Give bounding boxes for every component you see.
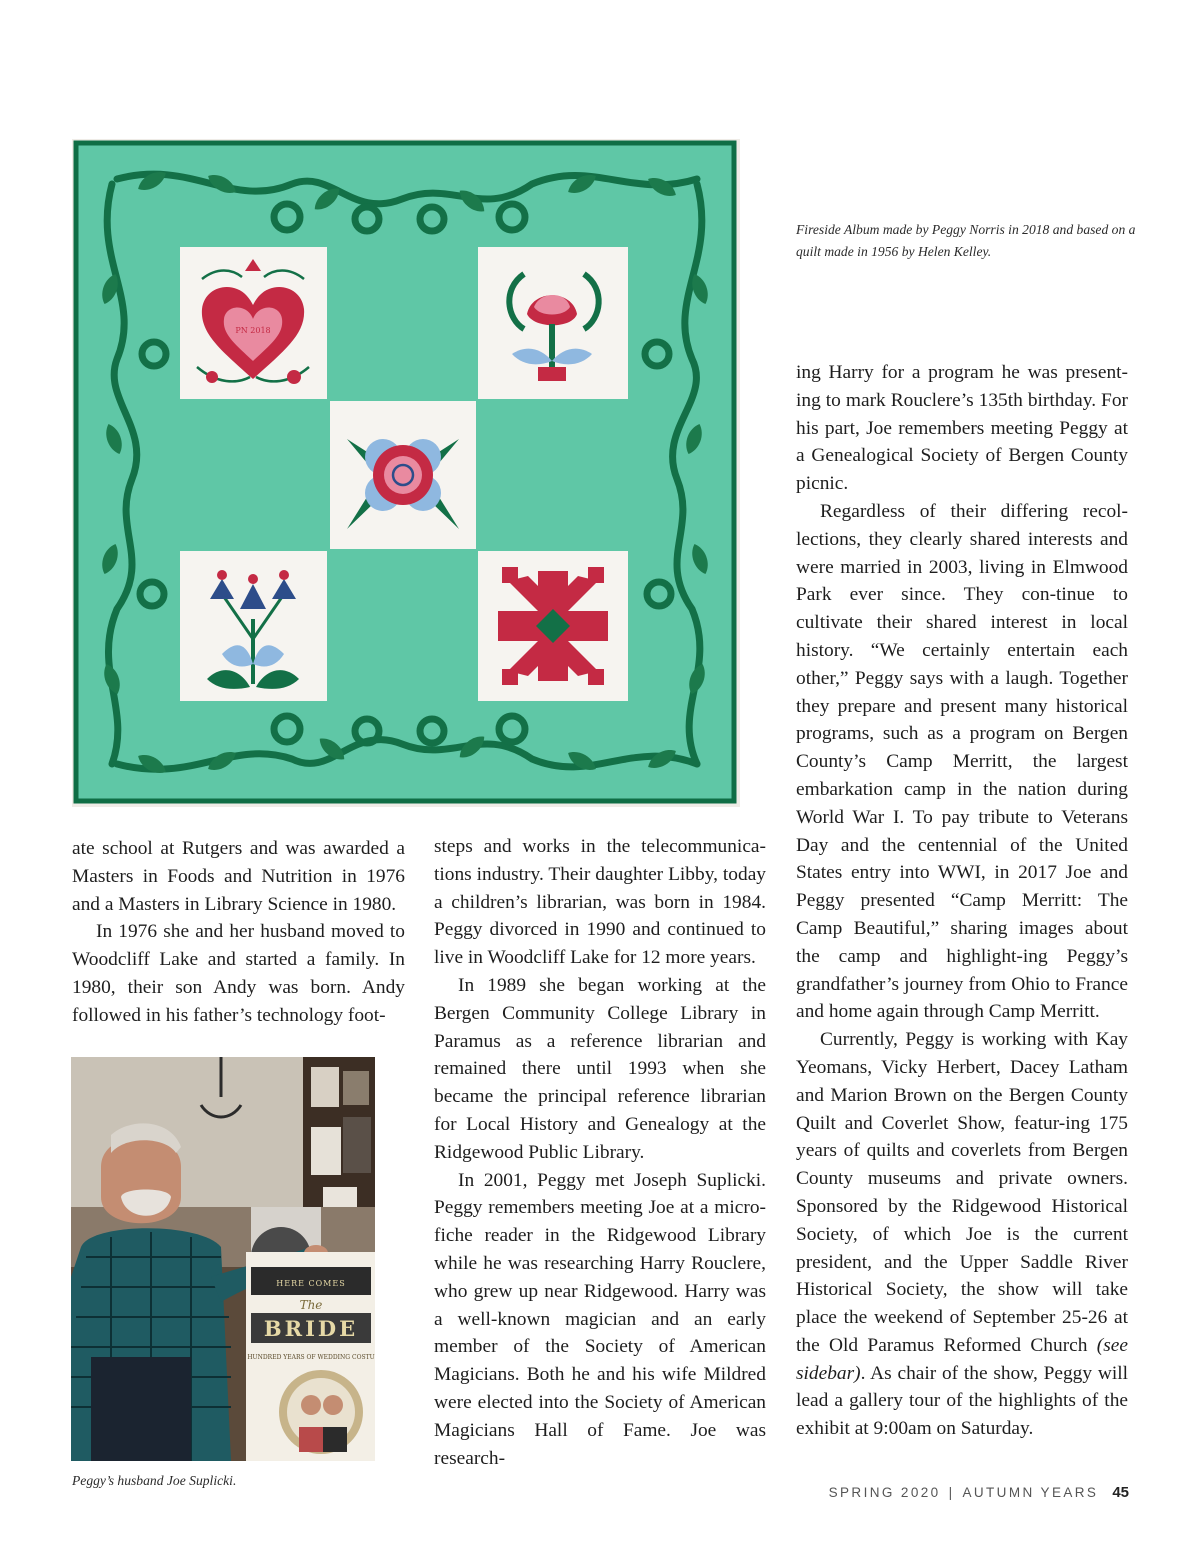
photo-caption: Peggy’s husband Joe Suplicki. bbox=[72, 1473, 237, 1488]
issue-season: SPRING 2020 bbox=[828, 1485, 941, 1500]
book-subtitle-text: HUNDRED YEARS OF WEDDING COSTU bbox=[247, 1354, 375, 1361]
book-title-word: The bbox=[299, 1298, 323, 1312]
footer-separator: | bbox=[948, 1485, 955, 1500]
quilt-photo bbox=[72, 139, 740, 807]
article-column-middle bbox=[434, 833, 766, 1472]
book-title-text: BRIDE bbox=[263, 1316, 359, 1341]
quilt-block-initials: PN 2018 bbox=[235, 326, 271, 335]
article-column-right bbox=[796, 359, 1128, 1443]
photo-illustration bbox=[71, 1057, 375, 1461]
paragraph: ing Harry for a program he was present-ing to mark Rouclere’s 135th birthday. For his part, Joe remembers meeting Peggy at a Genealogical Society of Bergen County picnic. bbox=[796, 362, 1128, 495]
paragraph bbox=[796, 1026, 1128, 1443]
paragraph: ate school at Rutgers and was awarded a Masters in Foods and Nutrition in 1976 and a Masters in Library Science in 1980. bbox=[72, 838, 405, 915]
paragraph: In 1976 she and her husband moved to Woodcliff Lake and started a family. In 1980, their son Andy was born. Andy followed in his father’s technology foot- bbox=[72, 921, 405, 1026]
quilt-caption: Fireside Album made by Peggy Norris in 2018 and based on a quilt made in 1956 by Helen Kelley. bbox=[796, 222, 1136, 259]
paragraph: Regardless of their differing recol-lections, they clearly shared interests and were married in 2003, living in Elmwood Park ever since. They con-tinue to cultivate their shared interest in local history. “We certainly entertain each other,” Peggy says with a laugh. Together they prepare and present many historical programs, such as a program on Bergen County’s Camp Merritt, the largest embarkation camp in the nation during World War I. To pay tribute to Veterans Day and the centennial of the United States entry into WWI, in 2017 Joe and Peggy presented “Camp Merritt: The Camp Beautiful,” sharing images about the camp and highlight-ing Peggy’s grandfather’s journey from Ohio to France and home again through Camp Merritt. bbox=[796, 500, 1128, 1023]
article-column-left bbox=[72, 835, 405, 1030]
paragraph: In 2001, Peggy met Joseph Suplicki. Peggy remembers meeting Joe at a micro-fiche reader in the Ridgewood Library while he was researching Harry Rouclere, who grew up near Ridgewood. Harry was a well-known magician and an early member of the Society of American Magicians. Both he and his wife Mildred were elected into the Society of American Magicians Hall of Fame. Joe was research- bbox=[434, 1169, 766, 1469]
quilt-illustration bbox=[72, 139, 740, 807]
joe-suplicki-photo bbox=[71, 1057, 375, 1461]
book-line-text: HERE COMES bbox=[276, 1279, 346, 1288]
sidebar-reference: (see sidebar) bbox=[796, 1334, 1128, 1384]
page-number: 45 bbox=[1112, 1484, 1129, 1501]
paragraph-text: Currently, Peggy is working with Kay Yeomans, Vicky Herbert, Dacey Latham and Marion Brown on the Bergen County Quilt and Coverlet Show, featur-ing 175 years of quilts and coverlets from Bergen County museums and private owners. Sponsored by the Ridgewood Historical Society, of which Joe is the current president, and the Upper Saddle River Historical Society, the show will take place the weekend of September 25-26 at the Old Paramus Reformed Church bbox=[796, 1029, 1128, 1356]
paragraph-text: . As chair of the show, Peggy will lead a gallery tour of the highlights of the exhibit at 9:00am on Saturday. bbox=[796, 1362, 1128, 1440]
page-footer bbox=[829, 1484, 1129, 1501]
paragraph: In 1989 she began working at the Bergen Community College Library in Paramus as a reference librarian and remained there until 1993 when she became the principal reference librarian for Local History and Genealogy at the Ridgewood Public Library. bbox=[434, 974, 766, 1163]
snowflake-block bbox=[498, 567, 608, 685]
paragraph: steps and works in the telecommunica-tions industry. Their daughter Libby, today a children’s librarian, was born in 1984. Peggy divorced in 1990 and continued to live in Woodcliff Lake for 12 more years. bbox=[434, 836, 766, 969]
magazine-name: AUTUMN YEARS bbox=[962, 1485, 1099, 1500]
